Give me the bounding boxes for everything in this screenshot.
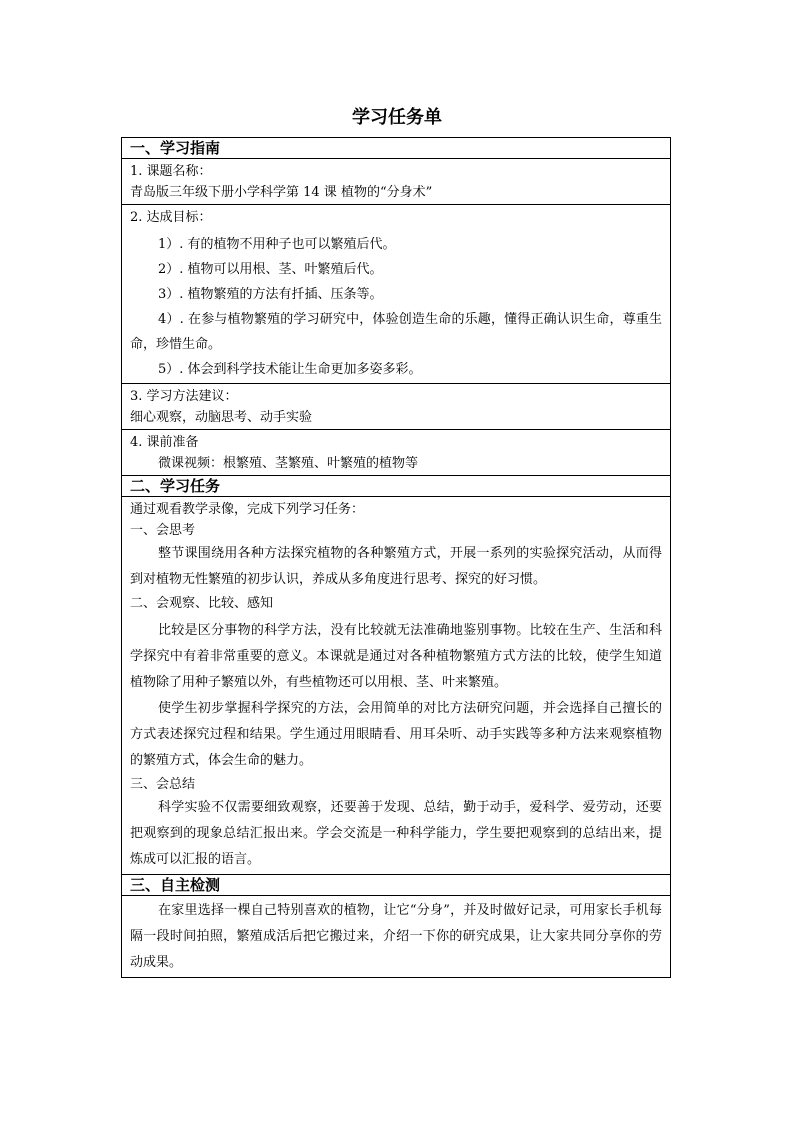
topic-value: 青岛版三年级下册小学科学第 14 课 植物的“分身术” [130, 185, 433, 200]
goals-row [122, 205, 670, 384]
task3-text: 科学实验不仅需要细致观察，还要善于发现、总结，勤于动手，爱科学、爱劳动，还要把观察到的现象总结汇报出来。学会交流是一种科学能力，学生要把观察到的总结出来，提炼成可以汇报的语言。 [130, 800, 662, 867]
page-title: 学习任务单 [352, 107, 442, 128]
selfcheck-row [122, 896, 670, 977]
goal-item: 4）. 在参与植物繁殖的学习研究中，体验创造生命的乐趣，懂得正确认识生命，尊重生命，珍惜生命。 [130, 312, 662, 352]
task3-label: 三、会总结 [130, 777, 196, 792]
section-heading-guide: 一、学习指南 [122, 138, 670, 159]
goal-item: 2）. 植物可以用根、茎、叶繁殖后代。 [158, 262, 383, 277]
selfcheck-text: 在家里选择一棵自己特别喜欢的植物，让它“分身”，并及时做好记录，可用家长手机每隔一段时间拍照，繁殖成活后把它搬过来，介绍一下你的研究成果，让大家共同分享你的劳动成果。 [130, 903, 662, 970]
goal-item: 1）. 有的植物不用种子也可以繁殖后代。 [158, 237, 396, 252]
topic-label: 1. 课题名称： [130, 164, 212, 179]
task2-text: 使学生初步掌握科学探究的方法，会用简单的对比方法研究问题，并会选择自己擅长的方式表述探究过程和结果。学生通过用眼睛看、用耳朵听、动手实践等多种方法来观察植物的繁殖方式，体会生命的魅力。 [130, 701, 662, 768]
section-heading-selfcheck: 三、自主检测 [122, 875, 670, 896]
goals-label: 2. 达成目标： [130, 210, 212, 225]
goal-item: 5）. 体会到科学技术能让生命更加多姿多彩。 [158, 362, 422, 377]
prep-label: 4. 课前准备 [130, 435, 199, 450]
topic-row [122, 159, 670, 205]
prep-value: 微课视频：根繁殖、茎繁殖、叶繁殖的植物等 [158, 456, 419, 471]
task1-text: 整节课围绕用各种方法探究植物的各种繁殖方式，开展一系列的实验探究活动，从而得到对植物无性繁殖的初步认识，养成从多角度进行思考、探究的好习惯。 [130, 546, 662, 587]
method-row [122, 384, 670, 430]
method-label: 3. 学习方法建议： [130, 389, 238, 404]
task-sheet-table [121, 137, 671, 978]
method-value: 细心观察，动脑思考、动手实验 [130, 410, 313, 425]
task1-label: 一、会思考 [130, 523, 196, 538]
task2-label: 二、会观察、比较、感知 [130, 596, 274, 611]
prep-row [122, 430, 670, 476]
goal-item: 3）. 植物繁殖的方法有扦插、压条等。 [158, 287, 383, 302]
section-heading-tasks: 二、学习任务 [122, 476, 670, 497]
tasks-intro: 通过观看教学录像，完成下列学习任务： [130, 502, 365, 517]
tasks-row [122, 497, 670, 875]
task2-text: 比较是区分事物的科学方法，没有比较就无法准确地鉴别事物。比较在生产、生活和科学探究中有着非常重要的意义。本课就是通过对各种植物繁殖方式方法的比较，使学生知道植物除了用种子繁殖以外，有些植物还可以用根、茎、叶来繁殖。 [130, 623, 662, 690]
